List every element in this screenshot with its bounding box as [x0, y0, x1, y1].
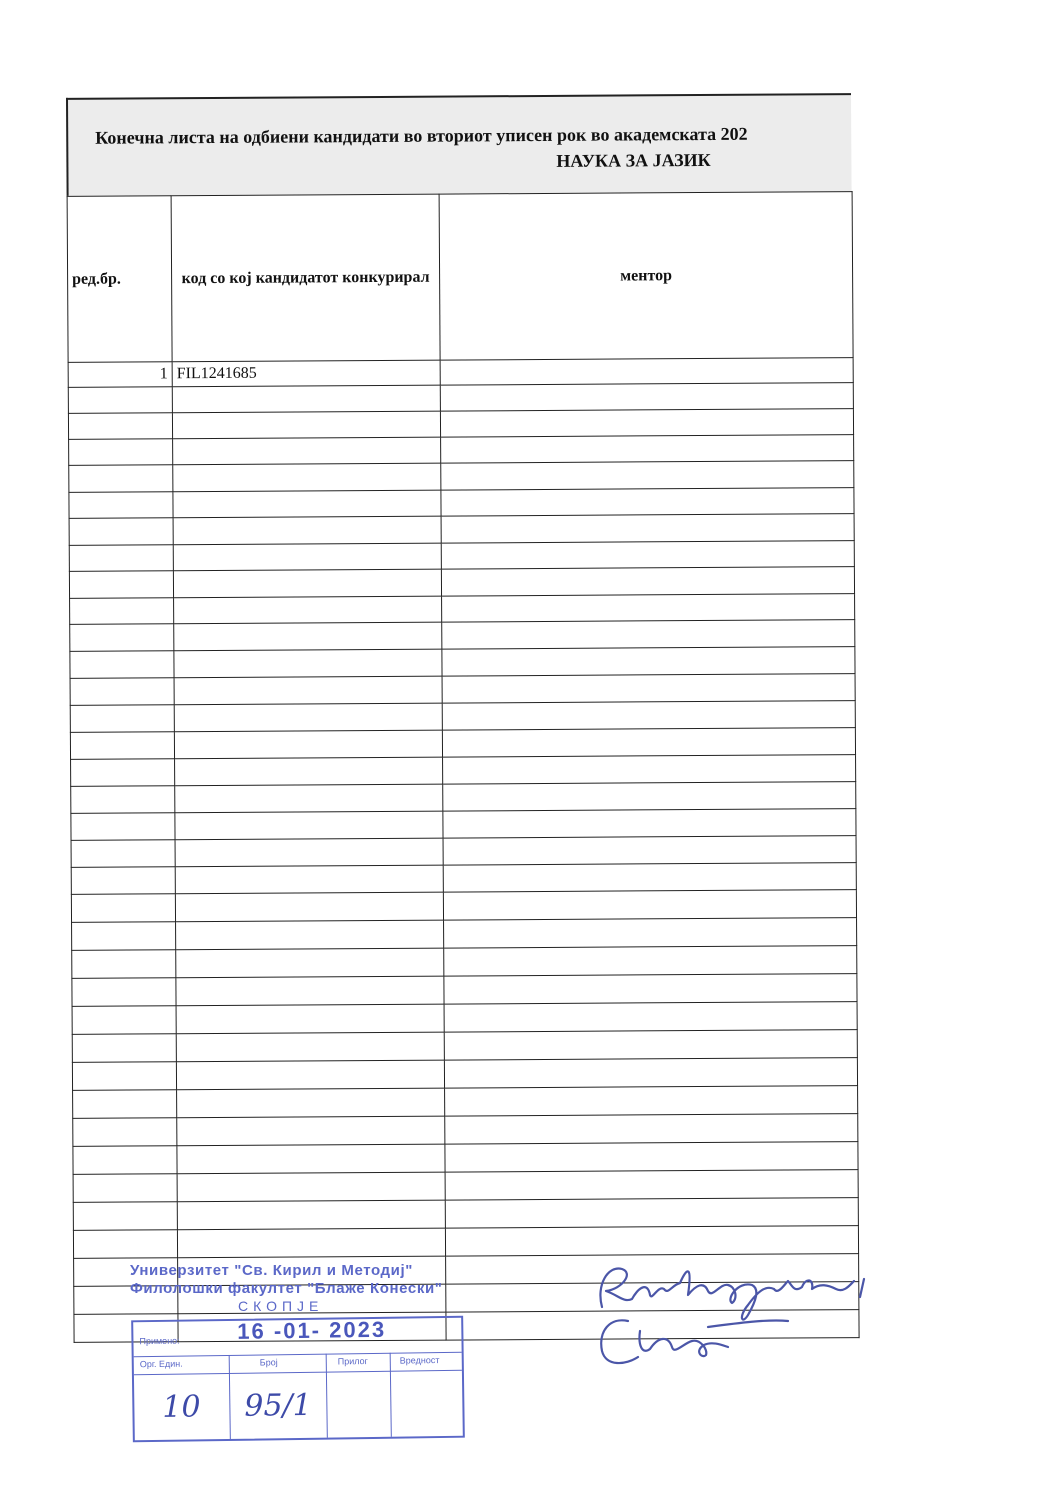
program-name: НАУКА ЗА ЈАЗИК: [556, 149, 711, 171]
empty-cell: [444, 974, 857, 1005]
stamp-col-number: Број: [259, 1357, 278, 1368]
empty-cell: [69, 571, 173, 599]
empty-cell: [441, 567, 854, 597]
empty-cell: [440, 383, 853, 412]
row-number-cell: 1: [68, 362, 172, 388]
empty-cell: [443, 890, 856, 921]
empty-cell: [177, 1144, 445, 1174]
header-code: код со кој кандидатот конкурирал: [171, 194, 440, 362]
empty-cell: [174, 596, 442, 624]
empty-cell: [73, 1146, 177, 1175]
empty-cell: [176, 1060, 444, 1090]
stamp-box: [131, 1316, 465, 1443]
empty-cell: [442, 674, 855, 704]
empty-cell: [176, 1032, 444, 1062]
empty-cell: [173, 543, 441, 571]
empty-cell: [73, 1202, 177, 1231]
empty-cell: [70, 598, 174, 625]
empty-cell: [441, 435, 854, 464]
empty-cell: [441, 514, 854, 544]
empty-cell: [72, 922, 176, 951]
empty-cell: [444, 1030, 857, 1061]
empty-cell: [175, 892, 443, 922]
empty-cell: [445, 1142, 858, 1173]
empty-cell: [174, 622, 442, 651]
empty-cell: [176, 976, 444, 1006]
empty-cell: [73, 1230, 177, 1259]
empty-cell: [172, 411, 440, 439]
empty-cell: [71, 894, 175, 923]
handwritten-signature: [588, 1255, 898, 1375]
empty-cell: [442, 620, 855, 650]
empty-cell: [71, 813, 175, 841]
empty-cell: [174, 676, 442, 705]
empty-cell: [174, 730, 442, 759]
empty-cell: [445, 1198, 858, 1229]
empty-cell: [444, 918, 857, 949]
empty-cell: [173, 569, 441, 598]
empty-cell: [176, 1004, 444, 1034]
empty-cell: [176, 948, 444, 978]
empty-cell: [443, 836, 856, 866]
empty-cell: [69, 439, 173, 466]
empty-cell: [71, 840, 175, 868]
empty-cell: [444, 1058, 857, 1089]
empty-cell: [445, 1114, 858, 1145]
empty-cell: [72, 978, 176, 1007]
stamp-faculty: Филолошки факултет "Блаже Конески": [130, 1280, 443, 1297]
empty-cell: [174, 703, 442, 732]
empty-cell: [440, 409, 853, 438]
empty-cell: [72, 1034, 176, 1063]
stamp-received-label: Примено:: [139, 1335, 180, 1347]
empty-cell: [70, 732, 174, 760]
empty-cell: [71, 786, 175, 814]
empty-cell: [441, 541, 854, 570]
empty-cell: [175, 784, 443, 813]
empty-cell: [70, 705, 174, 733]
empty-cell: [68, 387, 172, 414]
empty-cell: [72, 950, 176, 979]
empty-cell: [177, 1228, 445, 1258]
empty-cell: [444, 1002, 857, 1033]
empty-cell: [73, 1090, 177, 1119]
empty-cell: [69, 492, 173, 519]
stamp-col-value: Вредност: [399, 1355, 440, 1366]
empty-cell: [69, 545, 173, 572]
empty-cell: [71, 759, 175, 787]
header-mentor: ментор: [439, 192, 853, 361]
document-sheet: [48, 93, 858, 1230]
empty-cell: [443, 863, 856, 893]
empty-cell: [443, 809, 856, 839]
title-block: [66, 93, 852, 196]
empty-cell: [73, 1118, 177, 1147]
stamp-col-org: Орг. Един.: [139, 1358, 183, 1370]
empty-cell: [176, 920, 444, 950]
empty-cell: [442, 647, 855, 677]
empty-cell: [445, 1086, 858, 1117]
row-mentor-cell: [440, 358, 853, 386]
empty-cell: [175, 838, 443, 867]
empty-cell: [177, 1116, 445, 1146]
empty-cell: [442, 594, 855, 623]
empty-cell: [175, 865, 443, 894]
empty-cell: [445, 1170, 858, 1201]
empty-cell: [69, 518, 173, 546]
table-header-row: [67, 192, 853, 363]
empty-cell: [68, 413, 172, 440]
empty-cell: [172, 385, 440, 413]
stamp-col-attachment: Прилог: [337, 1356, 368, 1367]
stamp-university: Универзитет "Св. Кирил и Методиј": [130, 1262, 413, 1279]
empty-cell: [70, 678, 174, 706]
empty-cell: [173, 516, 441, 545]
empty-cell: [177, 1172, 445, 1202]
empty-cell: [174, 649, 442, 678]
empty-cell: [70, 651, 174, 679]
row-code-cell: FIL1241685: [172, 360, 440, 387]
stamp-date: 16 -01- 2023: [237, 1316, 387, 1344]
registry-stamp: [128, 1258, 473, 1448]
empty-cell: [173, 463, 441, 492]
document-title: Конечна листа на одбиени кандидати во вториот уписен рок во академската 202: [95, 123, 748, 148]
stamp-city: СКОПЈЕ: [238, 1298, 324, 1314]
empty-cell: [175, 757, 443, 786]
empty-cell: [173, 490, 441, 518]
stamp-number-value: 95/1: [244, 1387, 312, 1424]
empty-cell: [441, 461, 854, 491]
empty-cell: [177, 1200, 445, 1230]
empty-cell: [442, 728, 855, 758]
empty-cell: [445, 1226, 858, 1257]
empty-cell: [444, 946, 857, 977]
header-number: ред.бр.: [67, 196, 172, 363]
empty-cell: [177, 1088, 445, 1118]
empty-cell: [442, 701, 855, 731]
empty-cell: [72, 1062, 176, 1091]
empty-cell: [72, 1006, 176, 1035]
empty-cell: [441, 488, 854, 517]
empty-cell: [173, 437, 441, 465]
candidates-table: [67, 191, 860, 1343]
empty-cell: [73, 1174, 177, 1203]
empty-cell: [443, 782, 856, 812]
empty-cell: [175, 811, 443, 840]
empty-cell: [70, 624, 174, 652]
empty-cell: [71, 867, 175, 895]
stamp-org-value: 10: [162, 1389, 201, 1425]
empty-cell: [69, 465, 173, 493]
empty-cell: [443, 755, 856, 785]
